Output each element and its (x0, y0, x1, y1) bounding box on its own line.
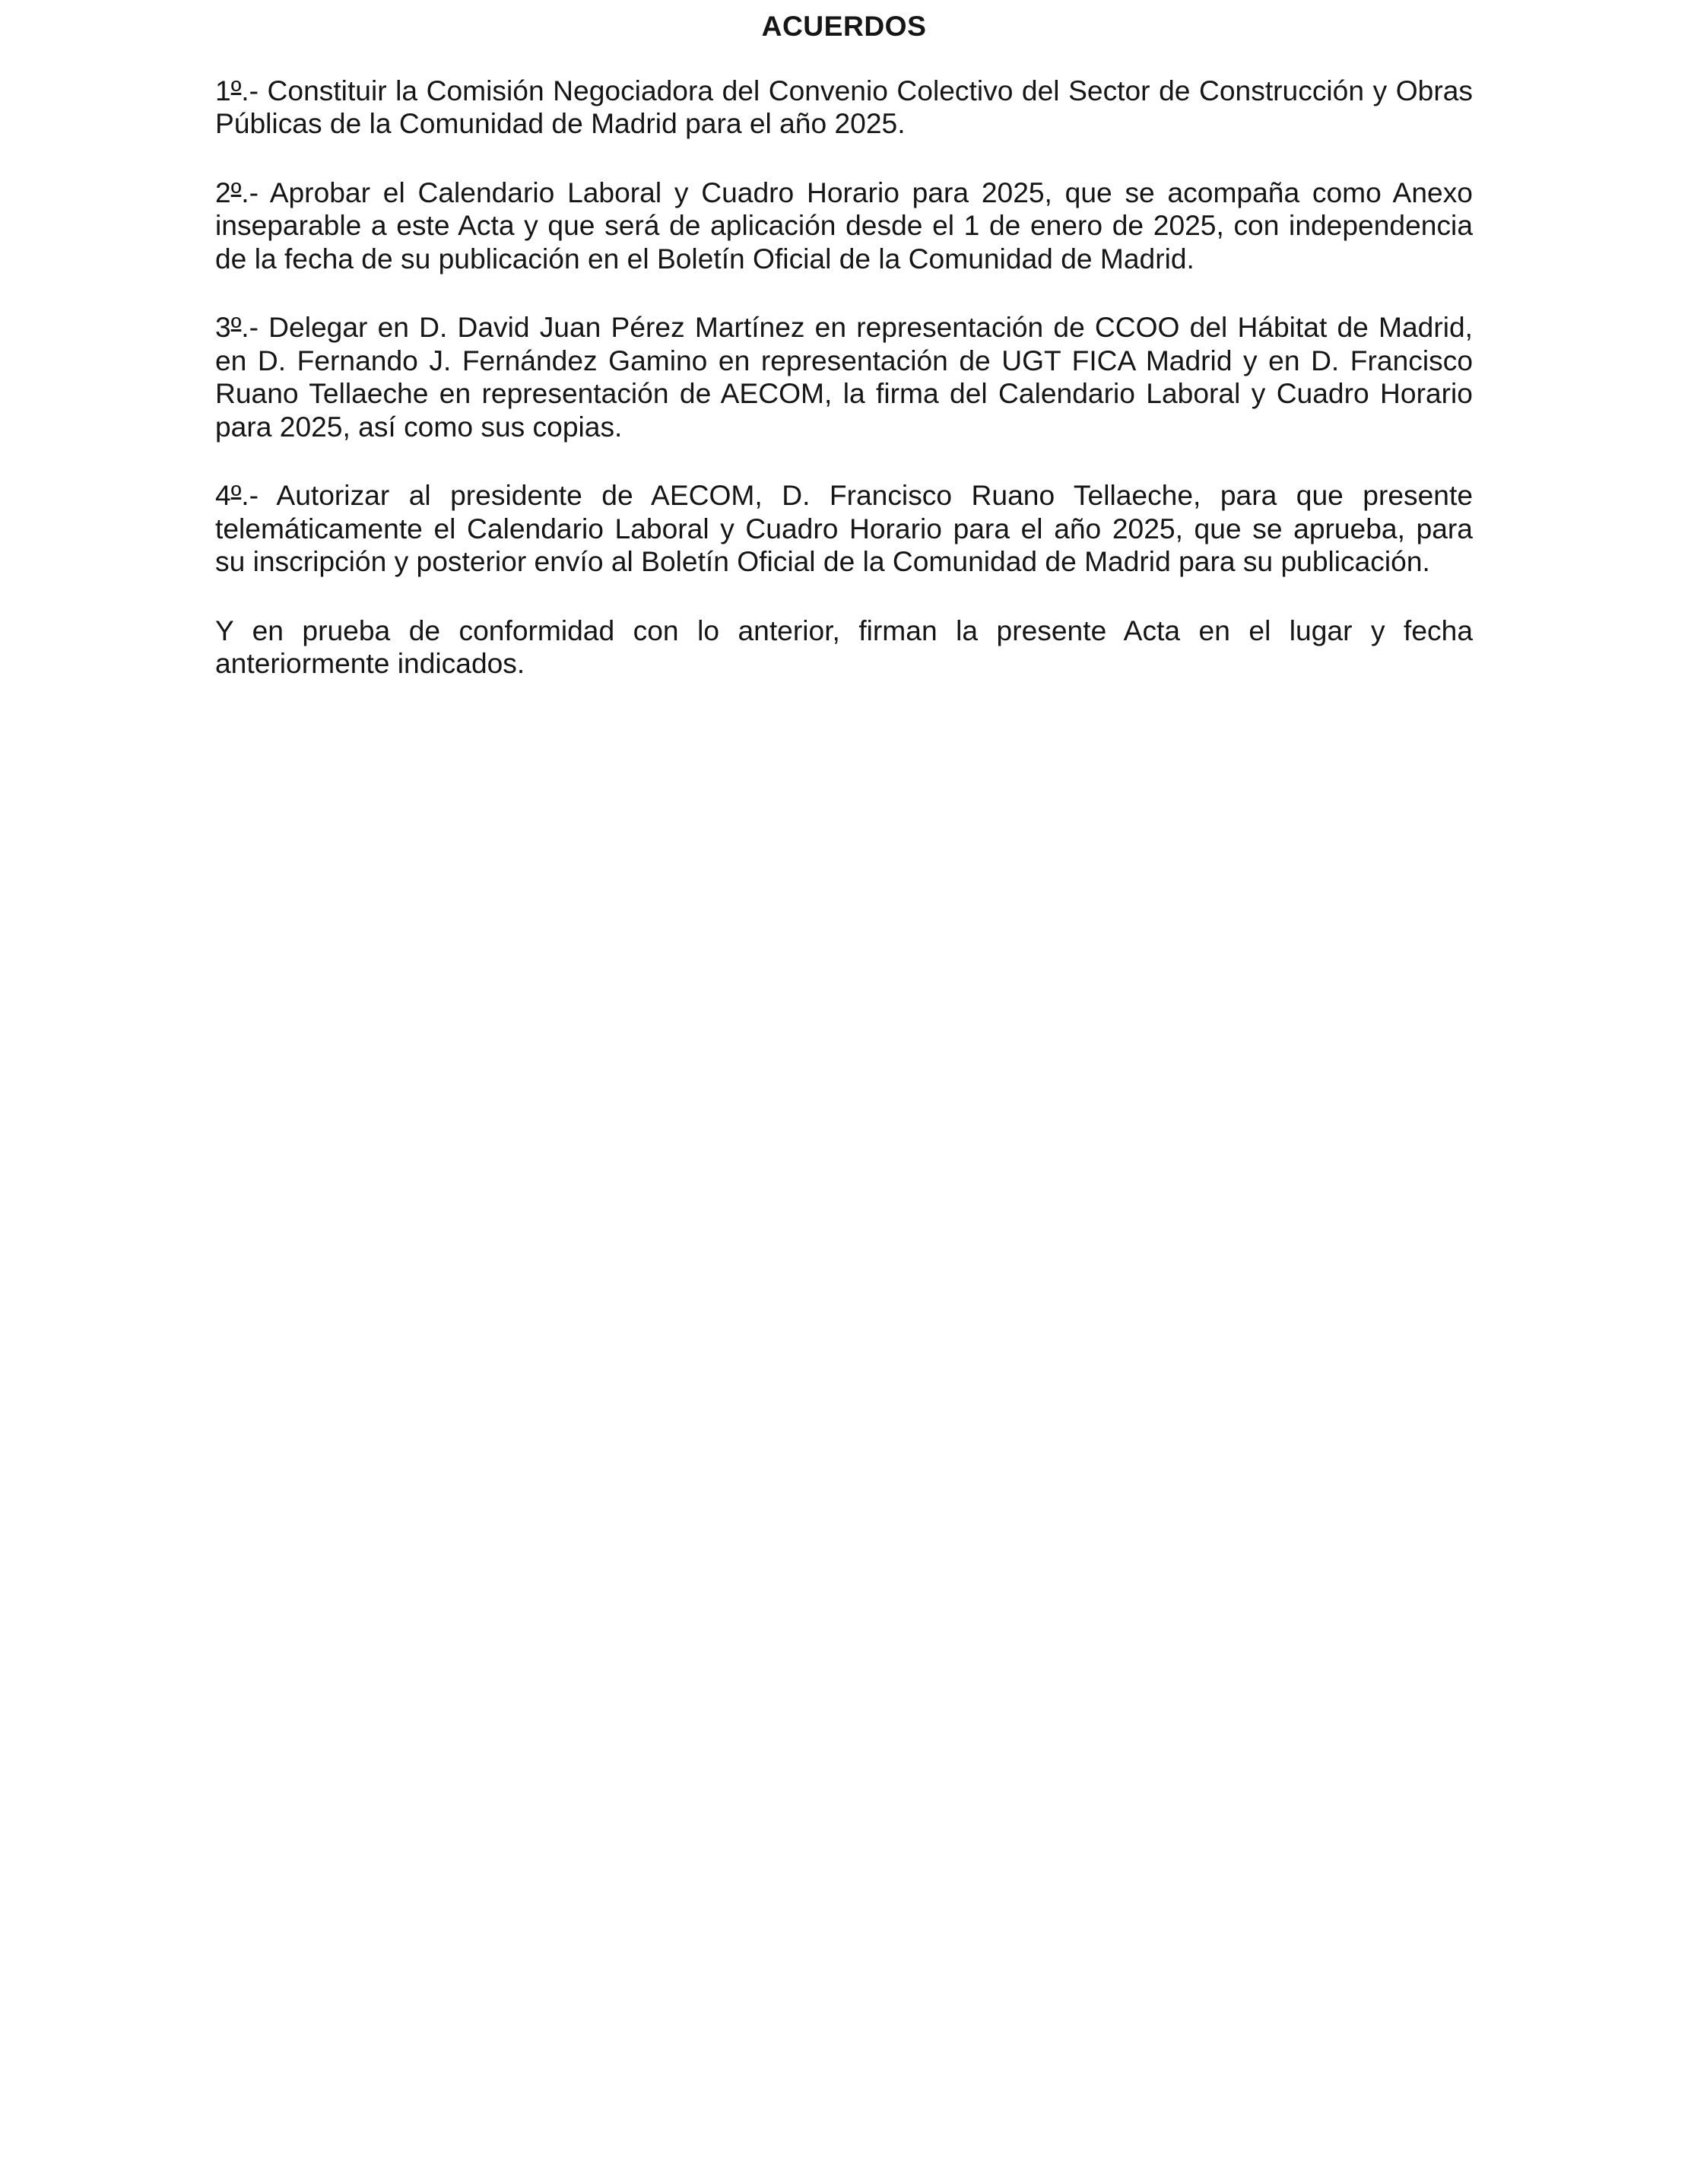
line-text: .- Constituir la Comisión Negociadora del Convenio Colectivo del Sector de Construcción y Obras (241, 74, 1473, 106)
text-line (215, 311, 1473, 344)
ordinal-indicator: º (230, 479, 242, 511)
agreement-paragraph-2 (215, 176, 1473, 276)
line-text: Públicas de la Comunidad de Madrid para el año 2025. (215, 107, 906, 139)
text-line (215, 75, 1473, 108)
ordinal-indicator: º (230, 176, 242, 208)
line-text: para 2025, así como sus copias. (215, 410, 623, 443)
agreement-number: 3 (215, 311, 231, 343)
document-title: ACUERDOS (761, 10, 927, 42)
line-text: Y en prueba de conformidad con lo anterior, firman la presente Acta en el lugar y fecha (215, 614, 1473, 646)
line-text: Ruano Tellaeche en representación de AECOM, la firma del Calendario Laboral y Cuadro Horario (215, 377, 1473, 409)
agreement-number: 4 (215, 479, 231, 511)
line-text: su inscripción y posterior envío al Boletín Oficial de la Comunidad de Madrid para su publicación. (215, 545, 1430, 577)
agreement-paragraph-3 (215, 311, 1473, 443)
line-text: inseparable a este Acta y que será de aplicación desde el 1 de enero de 2025, con independencia (215, 209, 1473, 241)
line-text: de la fecha de su publicación en el Boletín Oficial de la Comunidad de Madrid. (215, 242, 1194, 275)
ordinal-indicator: º (230, 311, 242, 343)
line-text: .- Autorizar al presidente de AECOM, D. Francisco Ruano Tellaeche, para que presente (241, 479, 1473, 511)
agreement-number: 2 (215, 176, 231, 208)
agreement-paragraph-4 (215, 479, 1473, 579)
line-text: telemáticamente el Calendario Laboral y Cuadro Horario para el año 2025, que se aprueba, para (215, 512, 1473, 544)
agreement-paragraph-1 (215, 75, 1473, 141)
agreement-number: 1 (215, 74, 231, 106)
closing-paragraph (215, 614, 1473, 681)
line-text: .- Delegar en D. David Juan Pérez Martínez en representación de CCOO del Hábitat de Madrid, (241, 311, 1473, 343)
text-line (215, 479, 1473, 513)
line-text: .- Aprobar el Calendario Laboral y Cuadro Horario para 2025, que se acompaña como Anexo (241, 176, 1473, 208)
line-text: anteriormente indicados. (215, 647, 525, 679)
text-line (215, 176, 1473, 210)
ordinal-indicator: º (230, 74, 242, 106)
line-text: en D. Fernando J. Fernández Gamino en representación de UGT FICA Madrid y en D. Francisco (215, 344, 1473, 376)
